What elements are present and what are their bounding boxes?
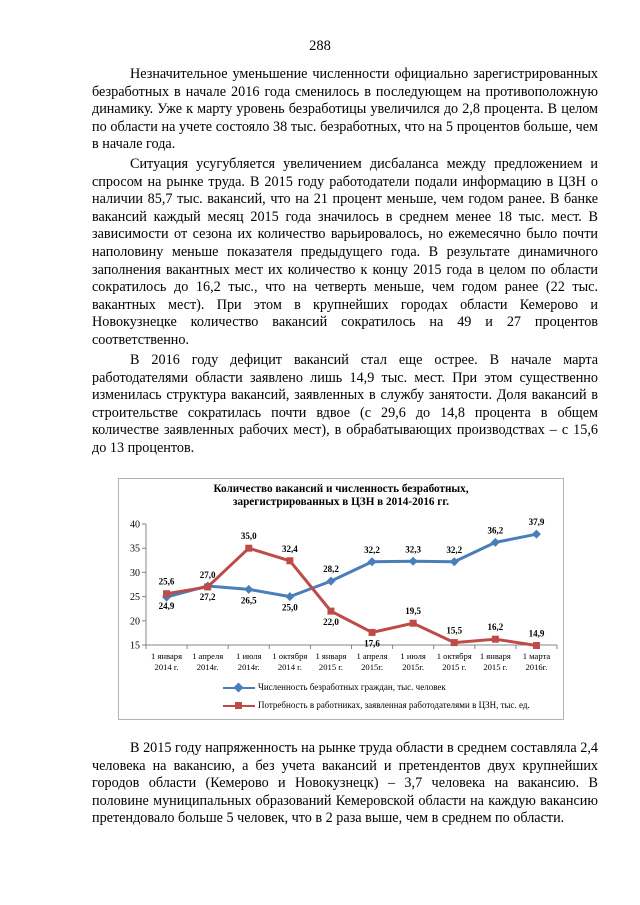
series-1-point [285,592,294,601]
data-label: 25,0 [281,602,298,613]
data-label: 17,6 [364,638,380,649]
x-tick-label: 2014г. [196,662,219,672]
data-label: 37,9 [528,517,545,528]
series-1-point [244,585,253,594]
x-tick-label: 1 октября [272,651,308,661]
series-1-point [368,557,377,566]
data-label: 32,3 [405,544,422,555]
data-label: 14,9 [528,628,545,639]
paragraph-1: Незначительное уменьшение численности официально зарегистрированных безработных в начале 2016 года сменилось в последующем на противоположную динамику. Уже к марту уровень безработицы увеличился до 2,8 процента. В целом по области на учете состояло 38 тыс. безработных, что на 5 процентов больше, чем в начале года. [92,66,598,153]
x-tick-label: 1 июля [400,651,426,661]
series-line-1 [167,534,537,597]
series-line-2 [167,548,537,645]
x-tick-label: 2015г. [402,662,425,672]
legend-entry-vacancies [223,700,530,711]
data-label: 36,2 [487,525,504,536]
x-tick-label: 2015 г. [442,662,467,672]
legend-entry-unemployed [223,682,446,693]
data-label: 15,5 [446,625,463,636]
series-1-point [450,557,459,566]
x-tick-label: 1 апреля [192,651,224,661]
legend-label-unemployed: Численность безработных граждан, тыс. человек [258,682,446,692]
x-tick-label: 2014г. [237,662,260,672]
legend-label-vacancies: Потребность в работниках, заявленная работодателями в ЦЗН, тыс. ед. [258,700,530,710]
series-2-point [492,636,499,643]
y-tick-label: 30 [130,567,140,579]
x-tick-label: 1 января [479,651,511,661]
data-label: 28,2 [323,564,339,575]
y-tick-label: 40 [130,519,140,531]
x-tick-label: 1 марта [522,651,551,661]
x-tick-label: 2015г. [361,662,384,672]
data-label: 19,5 [405,606,422,617]
series-2-point [369,629,376,636]
data-label: 32,2 [364,544,380,555]
series-2-point [533,642,540,649]
series-1-point [409,557,418,566]
series-2-point [163,590,170,597]
series-2-point [204,583,211,590]
data-label: 27,2 [199,591,216,602]
x-tick-label: 1 октября [436,651,472,661]
series-1-point [532,530,541,539]
y-tick-label: 20 [130,616,140,628]
chart-container [118,478,564,720]
series-1-point [326,577,335,586]
series-1-point [491,538,500,547]
x-tick-label: 1 июля [236,651,262,661]
x-tick-label: 1 января [151,651,183,661]
page-number: 288 [309,38,331,54]
x-tick-label: 2014 г. [154,662,179,672]
series-2-point [286,557,293,564]
data-label: 32,2 [446,544,463,555]
y-tick-label: 25 [130,592,140,604]
data-label: 22,0 [323,617,339,628]
x-tick-label: 2014 г. [277,662,302,672]
paragraph-4: В 2015 году напряженность на рынке труда области в среднем составляла 2,4 человека на вакансию, а без учета вакансий и претендентов двух крупнейших городов области (Кемерово и Новокузнецк) – 3,7 человека на вакансию. В половине муниципальных образований Кемеровской области на каждую вакансию претендовало больше 5 человек, что в 2 раза выше, чем в среднем по области. [92,740,598,827]
y-tick-label: 35 [130,543,140,555]
y-tick-label: 15 [130,640,140,652]
x-tick-label: 2015 г. [318,662,343,672]
x-tick-label: 1 января [315,651,347,661]
x-tick-label: 1 апреля [356,651,388,661]
x-tick-label: 2016г. [525,662,548,672]
paragraph-2: Ситуация усугубляется увеличением дисбаланса между предложением и спросом на рынке труда. В 2015 году работодатели подали информацию в ЦЗН о наличии 85,7 тыс. вакансий, что на 21 процент меньше, чем годом ранее. В банке вакансий каждый месяц 2015 года значилось в среднем менее 18 тыс. мест. В зависимости от сезона их количество варьировалось, но ежемесячно было почти наполовину меньше показателя предыдущего года. В результате динамичного заполнения вакантных мест их количество к концу 2015 года в целом по области сократилось до 16,2 тыс., что на четверть меньше, чем годом ранее (22 тыс. вакантных мест). При этом в крупнейших городах области Кемерово и Новокузнецке количество вакансий сократилось на 49 и 27 процентов соответственно. [92,156,598,348]
legend-swatch-red [223,701,255,711]
data-label: 35,0 [240,531,257,542]
data-label: 26,5 [240,595,257,606]
data-label: 27,0 [199,569,216,580]
data-label: 16,2 [487,622,504,633]
chart-title-line-1: Количество вакансий и численность безработных, [213,483,469,495]
data-label: 24,9 [158,601,175,612]
legend-swatch-blue [223,683,255,693]
series-2-point [327,608,334,615]
chart-title-line-2: зарегистрированных в ЦЗН в 2014-2016 гг. [232,496,449,508]
data-label: 32,4 [281,543,298,554]
x-tick-label: 2015 г. [483,662,508,672]
series-2-point [410,620,417,627]
series-2-point [245,545,252,552]
series-2-point [451,639,458,646]
paragraph-3: В 2016 году дефицит вакансий стал еще острее. В начале марта работодателями области заявлено лишь 14,9 тыс. мест. При этом существенно изменилась структура вакансий, заявленных в службу занятости. Доля вакансий в строительстве сократилась почти вдвое (с 29,6 до 14,8 процента в общем количестве заявленных рабочих мест), в обрабатывающих производствах – с 15,6 до 13 процентов. [92,352,598,456]
data-label: 25,6 [158,576,175,587]
